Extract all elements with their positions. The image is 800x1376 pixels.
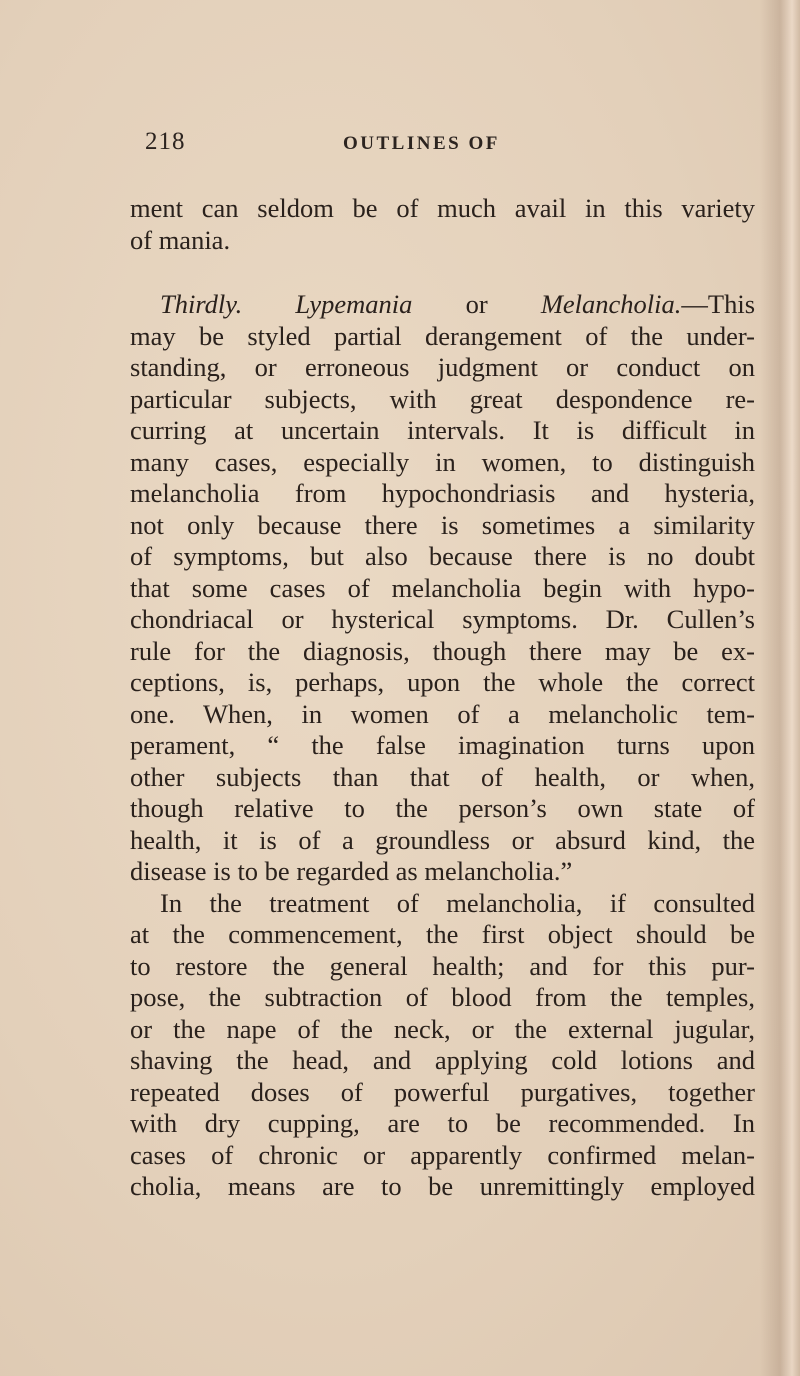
text-line: of symptoms, but also because there is no doubt (130, 541, 755, 571)
text-line: many cases, especially in women, to distinguish (130, 446, 755, 477)
text-line: disease is to be regarded as melancholia.” (130, 856, 573, 886)
text-line: ment can seldom be of much avail in this variety (130, 193, 755, 223)
page-number: 218 (145, 128, 186, 155)
text-line: ceptions, is, perhaps, upon the whole the correct (130, 667, 755, 697)
paragraph-continuation (130, 193, 755, 256)
text-line: curring at uncertain intervals. It is difficult in (130, 415, 755, 445)
text-line: with dry cupping, are to be recommended. In (130, 1108, 755, 1138)
text-line: other subjects than that of health, or when, (130, 761, 755, 792)
text-line: repeated doses of powerful purgatives, together (130, 1076, 755, 1107)
paragraph-lypemania (130, 289, 755, 888)
text-line: cases of chronic or apparently confirmed melan- (130, 1139, 755, 1170)
paragraph-gap (130, 256, 755, 289)
text-line: or the nape of the neck, or the external jugular, (130, 1013, 755, 1044)
heading-or: or (465, 289, 488, 319)
text-line: one. When, in women of a melancholic tem- (130, 698, 755, 729)
text-line: shaving the head, and applying cold lotions and (130, 1045, 755, 1075)
text-line: particular subjects, with great despondence re- (130, 383, 755, 414)
section-heading-line (130, 289, 755, 321)
heading-rest: —This (681, 289, 756, 319)
heading-lypemania: Lypemania (295, 289, 413, 319)
text-line: not only because there is sometimes a similarity (130, 509, 755, 540)
text-line: though relative to the person’s own state of (130, 793, 755, 823)
text-line: chondriacal or hysterical symptoms. Dr. Cullen’s (130, 604, 755, 634)
text-line: may be styled partial derangement of the under- (130, 320, 755, 351)
text-line: that some cases of melancholia begin with hypo- (130, 572, 755, 603)
heading-thirdly: Thirdly. (160, 289, 243, 319)
text-line: cholia, means are to be unremittingly employed (130, 1171, 755, 1201)
text-line: standing, or erroneous judgment or conduct on (130, 352, 755, 382)
text-line: of mania. (130, 224, 231, 255)
text-line: rule for the diagnosis, though there may be ex- (130, 635, 755, 666)
running-head: OUTLINES OF (343, 133, 500, 154)
text-line: to restore the general health; and for this pur- (130, 950, 755, 981)
text-line: perament, “ the false imagination turns upon (130, 730, 755, 760)
heading-melancholia: Melancholia. (540, 289, 682, 319)
paragraph-treatment (130, 888, 755, 1203)
text-line: health, it is of a groundless or absurd kind, the (130, 824, 755, 855)
body-text (130, 193, 755, 1203)
text-line: In the treatment of melancholia, if consulted (160, 887, 755, 918)
text-line: pose, the subtraction of blood from the temples, (130, 982, 755, 1012)
text-line: melancholia from hypochondriasis and hysteria, (130, 478, 755, 508)
text-line: at the commencement, the first object should be (130, 919, 755, 949)
page-header (145, 128, 645, 158)
